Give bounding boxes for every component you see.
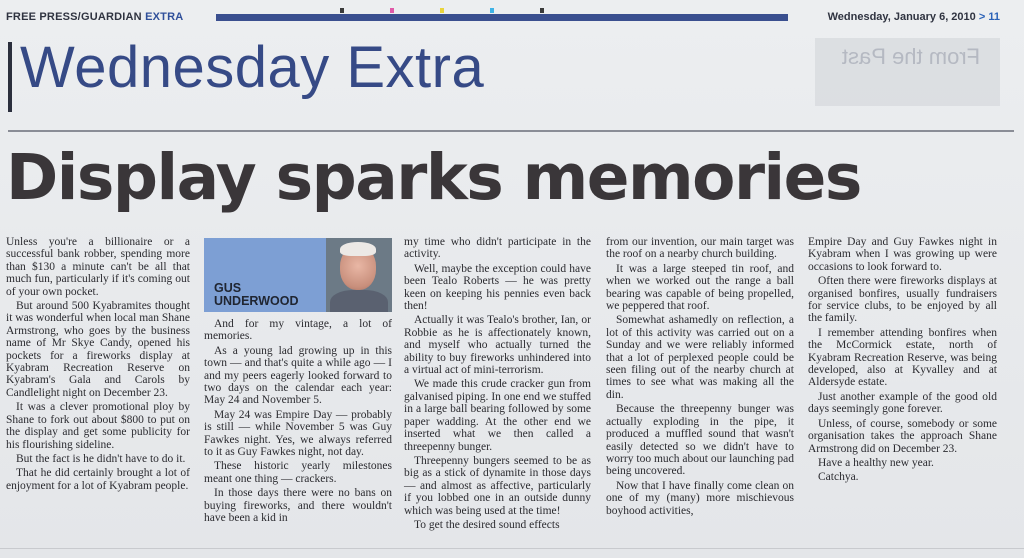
paragraph: Often there were fireworks displays at organised bonfires, usually fundraisers for service clubs, to be enjoyed by all the family. (808, 275, 997, 325)
paragraph: Now that I have finally come clean on one of my (many) more mischievous boyhood activities, (606, 479, 794, 517)
paragraph: Actually it was Tealo's brother, Ian, or Robbie as he is affectionately known, and myself who actually turned the ability to buy fireworks unhindered into a virtual act of mini-terrorism. (404, 314, 591, 377)
paragraph: Empire Day and Guy Fawkes night in Kyabram when I was growing up were occasions to look forward to. (808, 236, 997, 273)
header-rule (216, 14, 788, 21)
section-rule (8, 130, 1014, 132)
showthrough-text: From the Past (841, 44, 981, 69)
page-number: 11 (988, 11, 1000, 23)
author-last-name: UNDERWOOD (214, 294, 299, 308)
issue-date (828, 11, 1000, 23)
paragraph: my time who didn't participate in the activity. (404, 236, 591, 261)
article-column-5 (808, 236, 997, 486)
article-column-3 (404, 236, 591, 533)
paragraph: It was a clever promotional ploy by Shane to fork out about $800 to put on the display and get some publicity for his flourishing sideline. (6, 401, 190, 451)
page-header (6, 10, 1012, 26)
author-photo (326, 238, 392, 312)
paragraph: In those days there were no bans on buying fireworks, and there wouldn't have been a kid in (204, 487, 392, 525)
photo-hair (340, 242, 376, 256)
article-column-4 (606, 236, 794, 519)
paragraph: from our invention, our main target was the roof on a nearby church building. (606, 236, 794, 261)
registration-marks (340, 0, 590, 6)
paragraph: Catchya. (818, 471, 859, 484)
arrow-icon: > (978, 11, 986, 23)
author-first-name: GUS (214, 281, 242, 295)
paragraph: Have a healthy new year. (818, 456, 934, 469)
paragraph: Unless, of course, somebody or some organisation takes the approach Shane Armstrong did on December 23. (808, 417, 997, 455)
paragraph: I remember attending bonfires when the McCormick estate, north of Kyabram Recreation Reserve, was being developed, also at Kyvalley and at Aldersyde estate. (808, 326, 997, 389)
paragraph: But the fact is he didn't have to do it. (16, 452, 186, 465)
article-column-1 (6, 236, 190, 494)
paragraph: As a young lad growing up in this town — and that's quite a while ago — I and my peers eagerly looked forward to two days on the calendar each year: May 24 and November 5. (204, 344, 392, 407)
section-bar (8, 42, 12, 112)
paragraph: And for my vintage, a lot of memories. (204, 318, 392, 343)
photo-shirt (330, 290, 388, 312)
section-title: Wednesday Extra (20, 35, 485, 100)
byline-box (204, 238, 392, 312)
paragraph: That he did certainly brought a lot of enjoyment for a lot of Kyabram people. (6, 467, 190, 492)
page-fold (0, 548, 1024, 549)
paragraph: These historic yearly milestones meant one thing — crackers. (204, 460, 392, 485)
paragraph: But around 500 Kyabramites thought it was wonderful when local man Shane Armstrong, who goes by the business name of Mr Skye Candy, opened his pockets for a fireworks display at Kyabram Recreation Reserve on Kyabram's Gala and Carols by Candlelight night on December 23. (6, 300, 190, 399)
paper-extra-text: EXTRA (145, 11, 184, 23)
paragraph: Just another example of the good old days seemingly gone forever. (808, 390, 997, 416)
paragraph: It was a large steeped tin roof, and when we worked out the range a ball bearing was capable of being propelled, we peppered that roof. (606, 262, 794, 313)
article-column-2 (204, 318, 392, 527)
headline: Display sparks memories (6, 141, 861, 214)
paragraph: May 24 was Empire Day — probably is still — while November 5 was Guy Fawkes night. Yes, we always referred to it as Guy Fawkes night, not day. (204, 408, 392, 459)
date-text: Wednesday, January 6, 2010 (827, 11, 976, 23)
author-name (214, 282, 299, 308)
paper-name (6, 11, 183, 23)
paper-name-text: FREE PRESS/GUARDIAN (6, 11, 142, 23)
paragraph: Somewhat ashamedly on reflection, a lot of this activity was carried out on a Sunday and we were reliably informed that a lot of perplexed people could be seen filing out of the nearby church at times to see what was making all the din. (606, 314, 794, 401)
paragraph: We made this crude cracker gun from galvanised piping. In one end we stuffed in a large ball bearing followed by some paper wadding. At the other end we inserted what we then called a threepenny bunger. (404, 378, 591, 453)
paragraph: Well, maybe the exception could have been Tealo Roberts — he was pretty keen on keeping his pennies even back then! (404, 262, 591, 313)
paragraph: Because the threepenny bunger was actually exploding in the pipe, it produced a muffled sound that wasn't easily detected so we didn't have to worry too much about our launching pad being uncovered. (606, 403, 794, 478)
paragraph: To get the desired sound effects (414, 518, 560, 531)
paragraph: Threepenny bungers seemed to be as big as a stick of dynamite in those days — and almost as affective, particularly if you lobbed one in an outside dunny which was being used at the time! (404, 454, 591, 517)
paragraph: Unless you're a billionaire or a successful bank robber, spending more than $130 a minute can't be all that much fun, particularly if it's coming out of your own pocket. (6, 236, 190, 298)
